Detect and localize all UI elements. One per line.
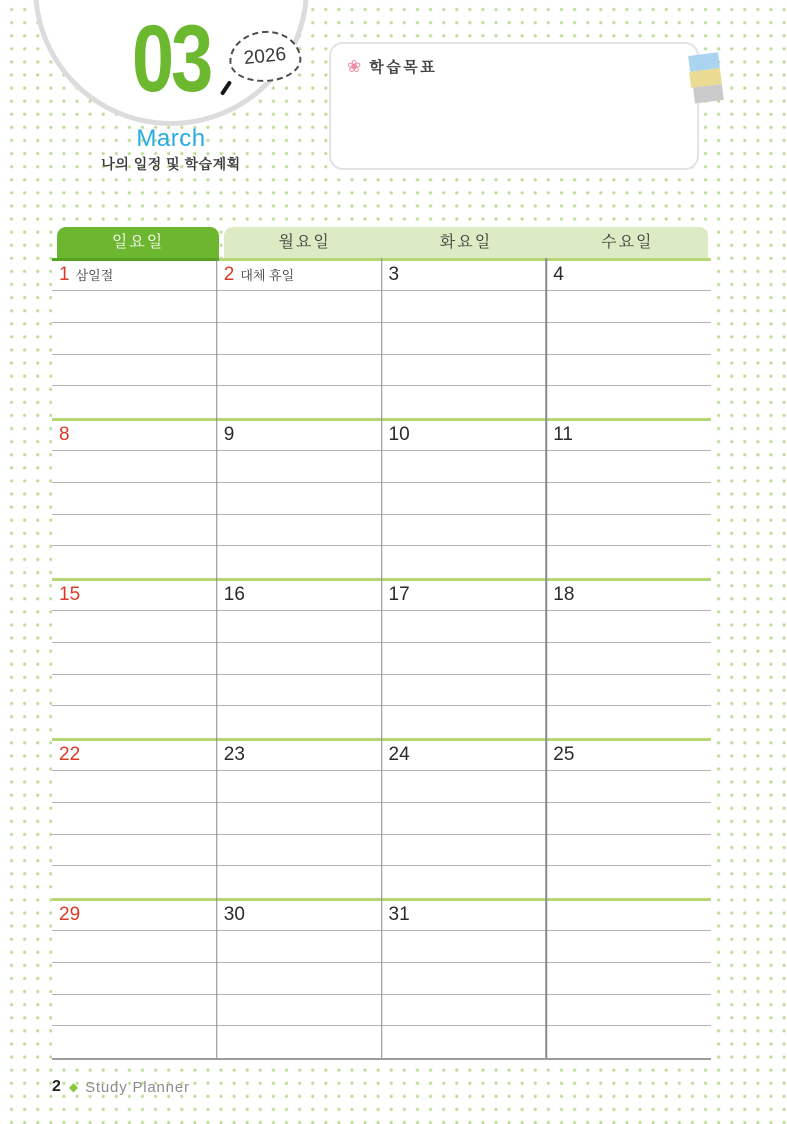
flower-icon: ❀	[347, 57, 362, 76]
date-cell	[546, 901, 711, 930]
brand-name: Study Planner	[85, 1078, 190, 1096]
month-name: March	[136, 125, 206, 152]
date-cell	[217, 581, 382, 610]
calendar	[52, 227, 711, 925]
date-number: 18	[553, 584, 575, 605]
date-cell	[382, 901, 547, 930]
day-header-row	[52, 227, 711, 258]
date-number: 8	[59, 424, 70, 445]
day-header-tuesday: 화요일	[439, 234, 493, 251]
date-cell	[52, 901, 217, 930]
day-header-sunday: 일요일	[57, 227, 219, 258]
date-cell	[382, 741, 547, 770]
page-footer	[52, 1078, 190, 1096]
date-number: 24	[388, 744, 410, 765]
date-cell	[217, 261, 382, 290]
date-number: 23	[223, 744, 245, 765]
column-divider	[216, 258, 218, 1058]
study-goal-header	[347, 56, 681, 77]
date-cell	[217, 421, 382, 450]
column-divider	[546, 258, 548, 1058]
date-cell	[546, 741, 711, 770]
date-number: 29	[59, 904, 81, 925]
day-header-weekdays	[224, 227, 708, 258]
date-number: 4	[553, 264, 564, 285]
date-cell	[382, 421, 547, 450]
date-number: 30	[223, 904, 245, 925]
date-number: 16	[223, 584, 245, 605]
holiday-label: 삼일절	[75, 268, 114, 283]
year-label: 2026	[242, 43, 288, 69]
date-cell	[217, 741, 382, 770]
page-number: 2	[52, 1078, 61, 1095]
date-number: 31	[388, 904, 410, 925]
study-goal-label: 학습목표	[369, 59, 438, 76]
date-number: 2	[223, 264, 235, 285]
date-number: 15	[59, 584, 81, 605]
date-number: 11	[553, 424, 573, 445]
date-cell	[52, 741, 217, 770]
column-divider	[381, 258, 383, 1058]
washi-stripe-gray	[693, 84, 724, 103]
diamond-icon: ◆	[68, 1080, 79, 1094]
date-cell	[382, 581, 547, 610]
study-goal-box	[329, 42, 699, 170]
date-cell	[546, 421, 711, 450]
date-cell	[217, 901, 382, 930]
date-cell	[52, 261, 217, 290]
date-cell	[382, 261, 547, 290]
date-cell	[546, 261, 711, 290]
date-number: 10	[388, 424, 410, 445]
calendar-grid	[52, 258, 711, 1060]
day-header-wednesday: 수요일	[601, 234, 654, 251]
date-number: 25	[553, 744, 575, 765]
date-cell	[52, 421, 217, 450]
day-header-monday: 월요일	[278, 234, 331, 251]
date-number: 3	[388, 264, 400, 285]
date-number: 17	[388, 584, 410, 605]
date-number: 22	[59, 744, 81, 765]
month-number: 03	[131, 6, 211, 112]
date-number: 1	[59, 264, 70, 285]
date-number: 9	[223, 424, 235, 445]
holiday-label: 대체 휴일	[240, 268, 295, 283]
page-subtitle: 나의 일정 및 학습계획	[101, 156, 241, 172]
date-cell	[546, 581, 711, 610]
washi-tape-icon	[687, 52, 724, 103]
date-cell	[52, 581, 217, 610]
